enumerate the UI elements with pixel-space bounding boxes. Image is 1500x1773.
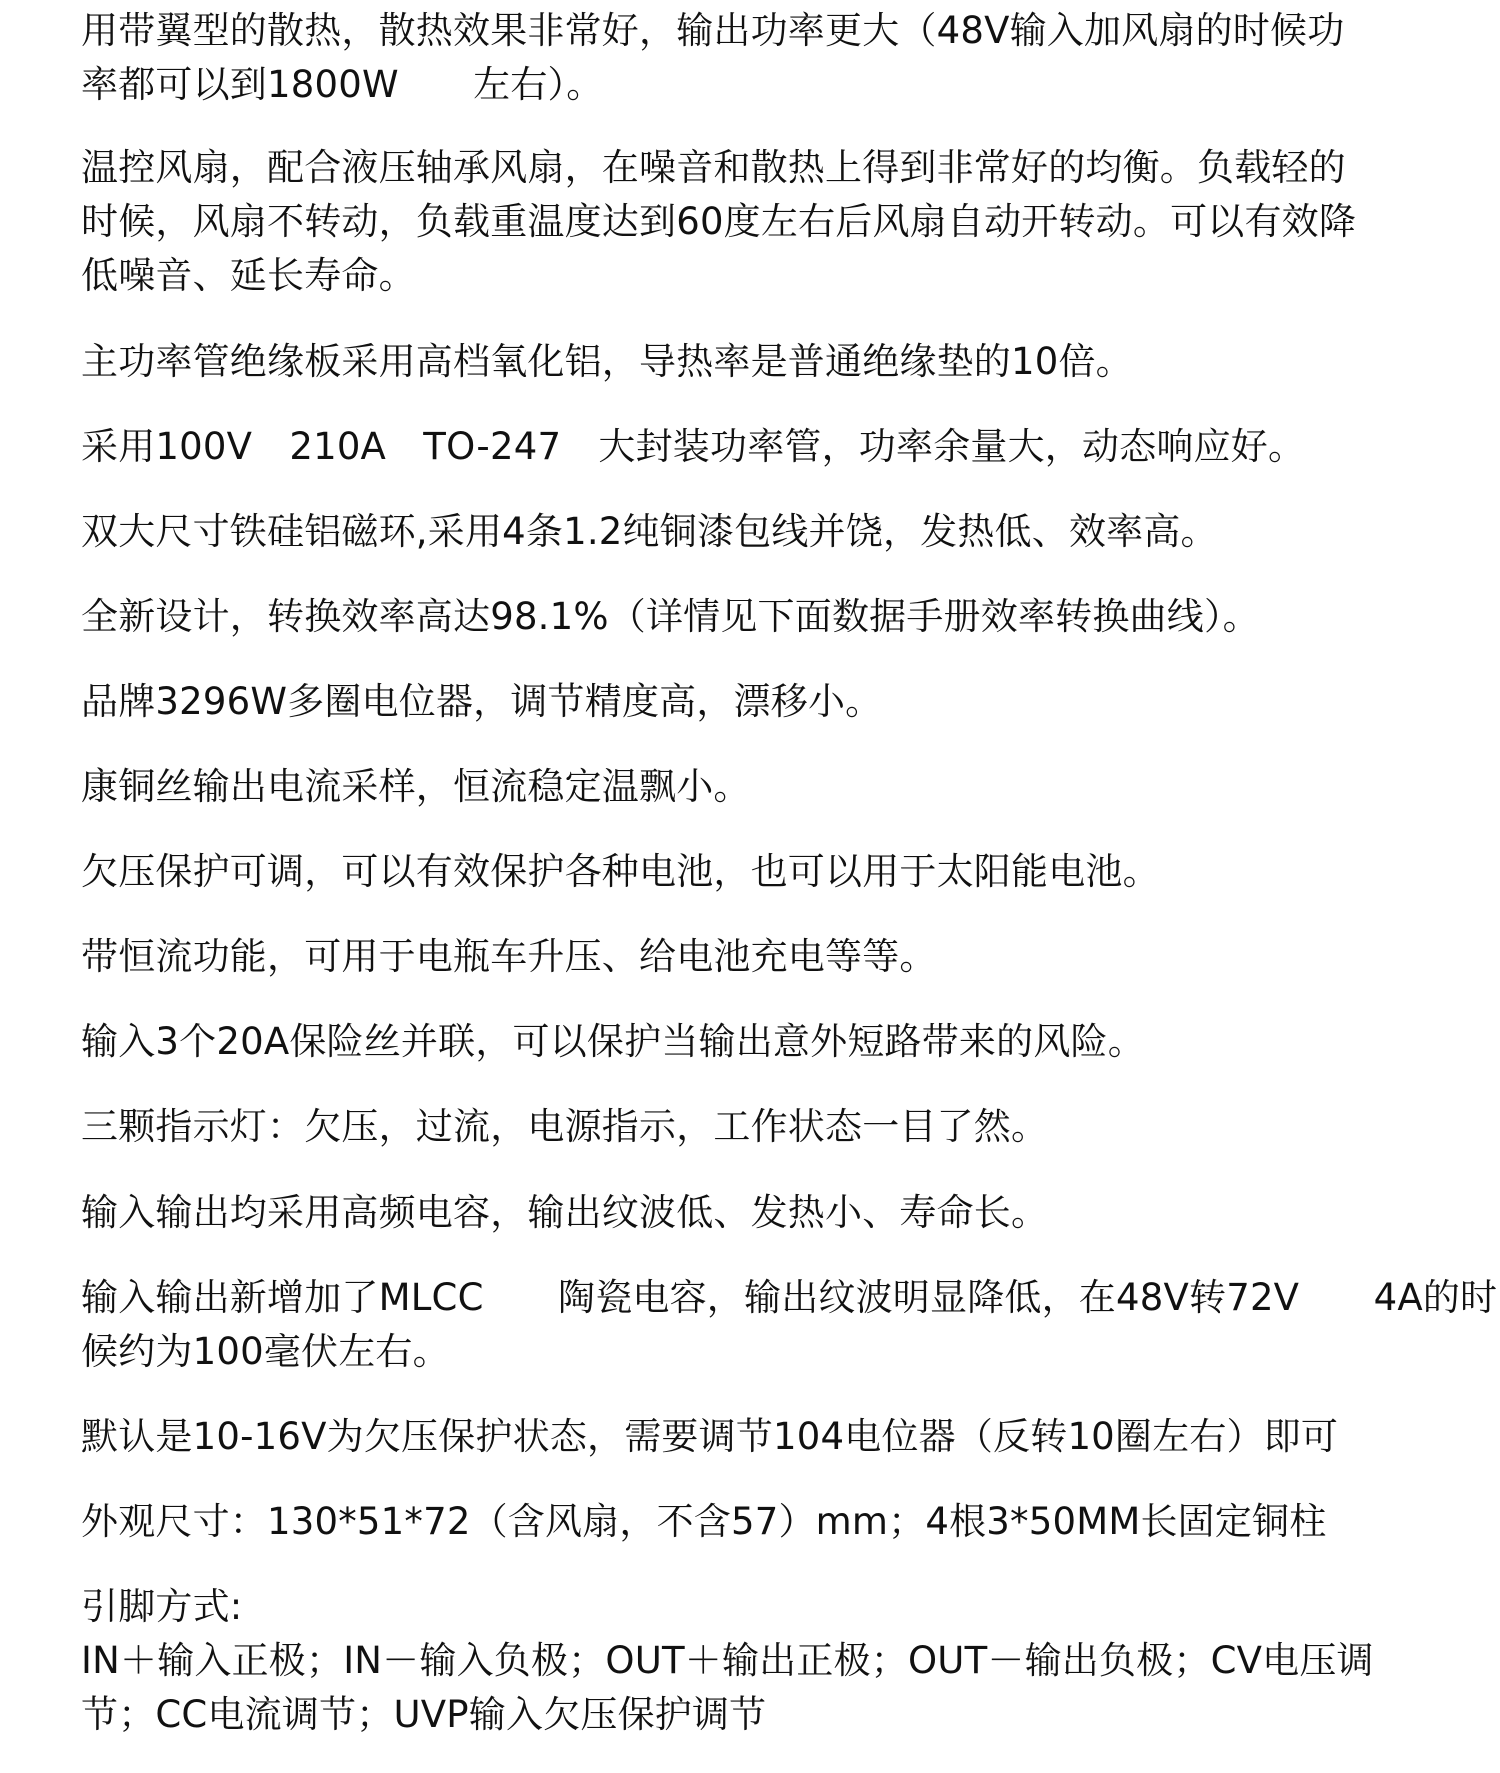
text-line: 采用100V 210A TO-247 大封装功率管，功率余量大，动态响应好。 xyxy=(81,425,1306,468)
text-line: 三颗指示灯：欠压，过流，电源指示，工作状态一目了然。 xyxy=(81,1105,1049,1148)
text-line: 双大尺寸铁硅铝磁环,采用4条1.2纯铜漆包线并饶，发热低、效率高。 xyxy=(81,510,1218,553)
text-line: 带恒流功能，可用于电瓶车升压、给电池充电等等。 xyxy=(81,935,937,978)
paragraph-constant-current xyxy=(81,930,937,984)
text-line: 引脚方式: xyxy=(81,1585,243,1628)
text-line: 默认是10-16V为欠压保护状态，需要调节104电位器（反转10圈左右）即可 xyxy=(81,1415,1339,1458)
text-line: 用带翼型的散热，散热效果非常好，输出功率更大（48V输入加风扇的时候功 xyxy=(81,9,1345,52)
paragraph-efficiency xyxy=(81,590,1260,644)
paragraph-fuses xyxy=(81,1015,1145,1069)
paragraph-current-sampling xyxy=(81,760,751,814)
paragraph-fan xyxy=(81,141,1356,303)
text-line: 节；CC电流调节；UVP输入欠压保护调节 xyxy=(81,1693,767,1736)
paragraph-default-setting xyxy=(81,1410,1338,1464)
text-line: 时候，风扇不转动，负载重温度达到60度左右后风扇自动开转动。可以有效降 xyxy=(81,200,1357,243)
paragraph-heatsink xyxy=(81,4,1344,112)
text-line: 康铜丝输出电流采样，恒流稳定温飘小。 xyxy=(81,765,751,808)
paragraph-undervoltage xyxy=(81,845,1160,899)
paragraph-capacitors xyxy=(81,1186,1048,1240)
text-line: 率都可以到1800W 左右）。 xyxy=(81,63,604,106)
paragraph-indicators xyxy=(81,1100,1048,1154)
paragraph-dimensions xyxy=(81,1495,1326,1549)
text-line: 低噪音、延长寿命。 xyxy=(81,254,416,297)
text-line: 品牌3296W多圈电位器，调节精度高，漂移小。 xyxy=(81,680,883,723)
paragraph-potentiometer xyxy=(81,675,882,729)
text-line: 输入输出新增加了MLCC 陶瓷电容，输出纹波明显降低，在48V转72V 4A的时 xyxy=(81,1276,1498,1319)
text-line: 主功率管绝缘板采用高档氧化铝，导热率是普通绝缘垫的10倍。 xyxy=(81,340,1133,383)
text-line: 候约为100毫伏左右。 xyxy=(81,1330,450,1373)
text-line: 全新设计，转换效率高达98.1%（详情见下面数据手册效率转换曲线）。 xyxy=(81,595,1260,638)
paragraph-power-tube xyxy=(81,420,1305,474)
paragraph-insulation xyxy=(81,335,1133,389)
text-line: 输入输出均采用高频电容，输出纹波低、发热小、寿命长。 xyxy=(81,1191,1049,1234)
paragraph-mlcc xyxy=(81,1271,1497,1379)
text-line: 温控风扇，配合液压轴承风扇，在噪音和散热上得到非常好的均衡。负载轻的 xyxy=(81,146,1346,189)
paragraph-magnetic-ring xyxy=(81,505,1218,559)
text-line: 输入3个20A保险丝并联，可以保护当输出意外短路带来的风险。 xyxy=(81,1020,1145,1063)
text-line: IN＋输入正极；IN－输入负极；OUT＋输出正极；OUT－输出负极；CV电压调 xyxy=(81,1639,1374,1682)
text-line: 欠压保护可调，可以有效保护各种电池，也可以用于太阳能电池。 xyxy=(81,850,1160,893)
paragraph-pinout xyxy=(81,1580,1374,1742)
text-line: 外观尺寸：130*51*72（含风扇，不含57）mm；4根3*50MM长固定铜柱 xyxy=(81,1500,1327,1543)
